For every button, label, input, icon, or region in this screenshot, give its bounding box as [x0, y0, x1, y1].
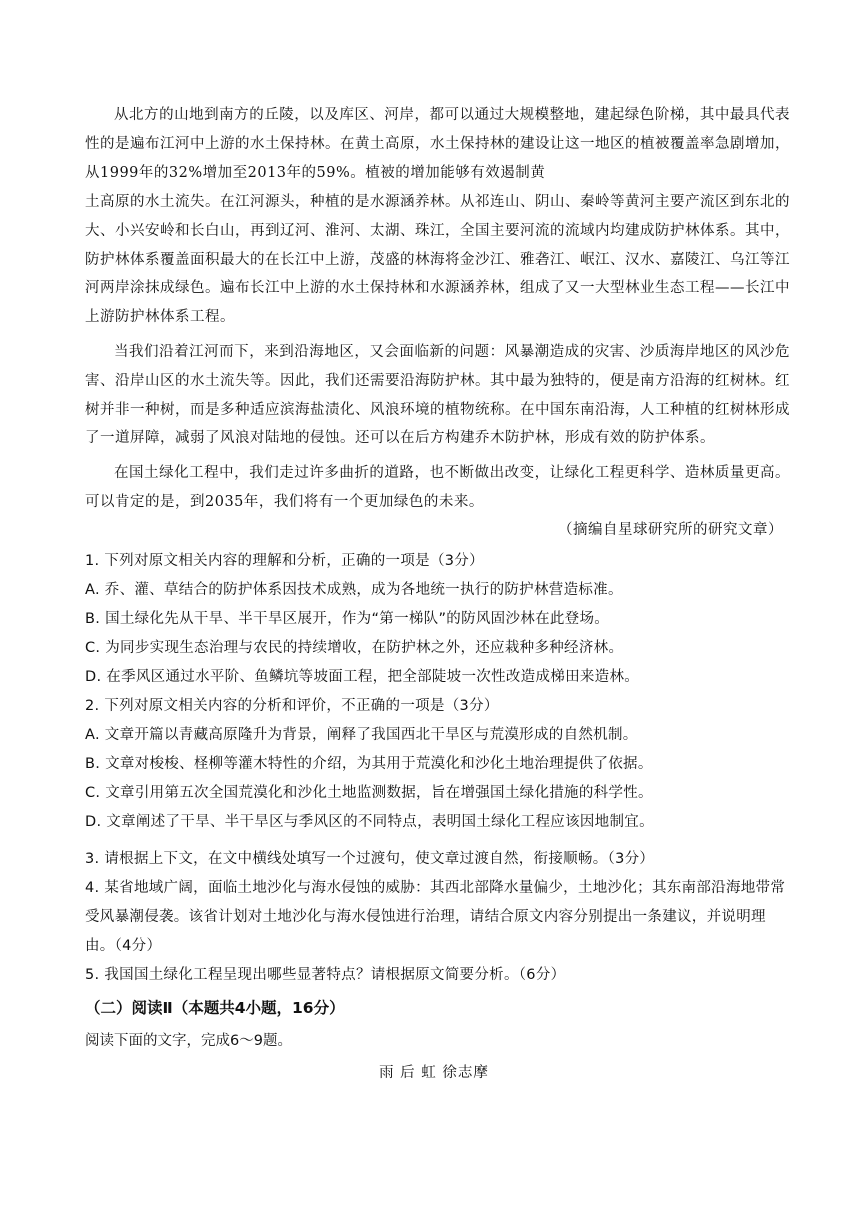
question-4: 4. 某省地域广阔，面临土地沙化与海水侵蚀的威胁：其西北部降水量偏少，土地沙化；其东南部沿海地带常受风暴潮侵袭。该省计划对土地沙化与海水侵蚀进行治理，请结合原文内容分别提出一条建议，并说明理由。（4分）	[85, 880, 786, 954]
section-2-intro: 阅读下面的文字，完成6～9题。	[85, 1033, 292, 1049]
section-2-heading: （二）阅读Ⅱ（本题共4小题，16分）	[85, 999, 345, 1017]
passage-paragraph-3: 当我们沿着江河而下，来到沿海地区，又会面临新的问题：风暴潮造成的灾害、沙质海岸地区的风沙危害、沿岸山区的水土流失等。因此，我们还需要沿海防护林。其中最为独特的，便是南方沿海的红树林。红树并非一种树，而是多种适应滨海盐渍化、风浪环境的植物统称。在中国东南沿海，人工种植的红树林形成了一道屏障，减弱了风浪对陆地的侵蚀。还可以在后方构建乔木防护林，形成有效的防护体系。	[85, 344, 790, 447]
question-1: 1. 下列对原文相关内容的理解和分析，正确的一项是（3分）	[85, 553, 484, 569]
question-1-option-c: C. 为同步实现生态治理与农民的持续增收，在防护林之外，还应栽种多种经济林。	[85, 640, 624, 656]
question-1-option-b: B. 国土绿化先从干旱、半干旱区展开，作为“第一梯队”的防风固沙林在此登场。	[85, 611, 610, 627]
question-2-option-c: C. 文章引用第五次全国荒漠化和沙化土地监测数据，旨在增强国土绿化措施的科学性。	[85, 785, 653, 801]
question-2-option-b: B. 文章对梭梭、柽柳等灌木特性的介绍，为其用于荒漠化和沙化土地治理提供了依据。	[85, 756, 653, 772]
passage-source: （摘编自星球研究所的研究文章）	[558, 522, 783, 538]
poem-title: 雨 后 虹 徐志摩	[379, 1065, 489, 1081]
question-1-option-a: A. 乔、灌、草结合的防护体系因技术成熟，成为各地统一执行的防护林营造标准。	[85, 582, 623, 598]
passage-paragraph-1: 从北方的山地到南方的丘陵，以及库区、河岸，都可以通过大规模整地，建起绿色阶梯，其中最具代表性的是遍布江河中上游的水土保持林。在黄土高原，水土保持林的建设让这一地区的植被覆盖率急剧增加，从1999年的32%增加至2013年的59%。植被的增加能够有效遏制黄	[85, 107, 790, 181]
question-3: 3. 请根据上下文，在文中横线处填写一个过渡句，使文章过渡自然，衔接顺畅。（3分）	[85, 851, 655, 867]
question-2-option-d: D. 文章阐述了干旱、半干旱区与季风区的不同特点，表明国土绿化工程应该因地制宜。	[85, 814, 654, 830]
passage-paragraph-2: 土高原的水土流失。在江河源头，种植的是水源涵养林。从祁连山、阴山、秦岭等黄河主要产流区到东北的大、小兴安岭和长白山，再到辽河、淮河、太湖、珠江，全国主要河流的流域内均建成防护林体系。其中，防护林体系覆盖面积最大的在长江中上游，茂盛的林海将金沙江、雅砻江、岷江、汉水、嘉陵江、乌江等江河两岸涂抹成绿色。遍布长江中上游的水土保持林和水源涵养林，组成了又一大型林业生态工程——长江中上游防护林体系工程。	[85, 194, 790, 326]
question-2: 2. 下列对原文相关内容的分析和评价，不正确的一项是（3分）	[85, 698, 499, 714]
passage-paragraph-4: 在国土绿化工程中，我们走过许多曲折的道路，也不断做出改变，让绿化工程更科学、造林质量更高。可以肯定的是，到2035年，我们将有一个更加绿色的未来。	[85, 465, 790, 510]
question-2-option-a: A. 文章开篇以青藏高原隆升为背景，阐释了我国西北干旱区与荒漠形成的自然机制。	[85, 727, 638, 743]
question-1-option-d: D. 在季风区通过水平阶、鱼鳞坑等坡面工程，把全部陡坡一次性改造成梯田来造林。	[85, 669, 640, 685]
question-5: 5. 我国国土绿化工程呈现出哪些显著特点？请根据原文简要分析。（6分）	[85, 967, 566, 983]
